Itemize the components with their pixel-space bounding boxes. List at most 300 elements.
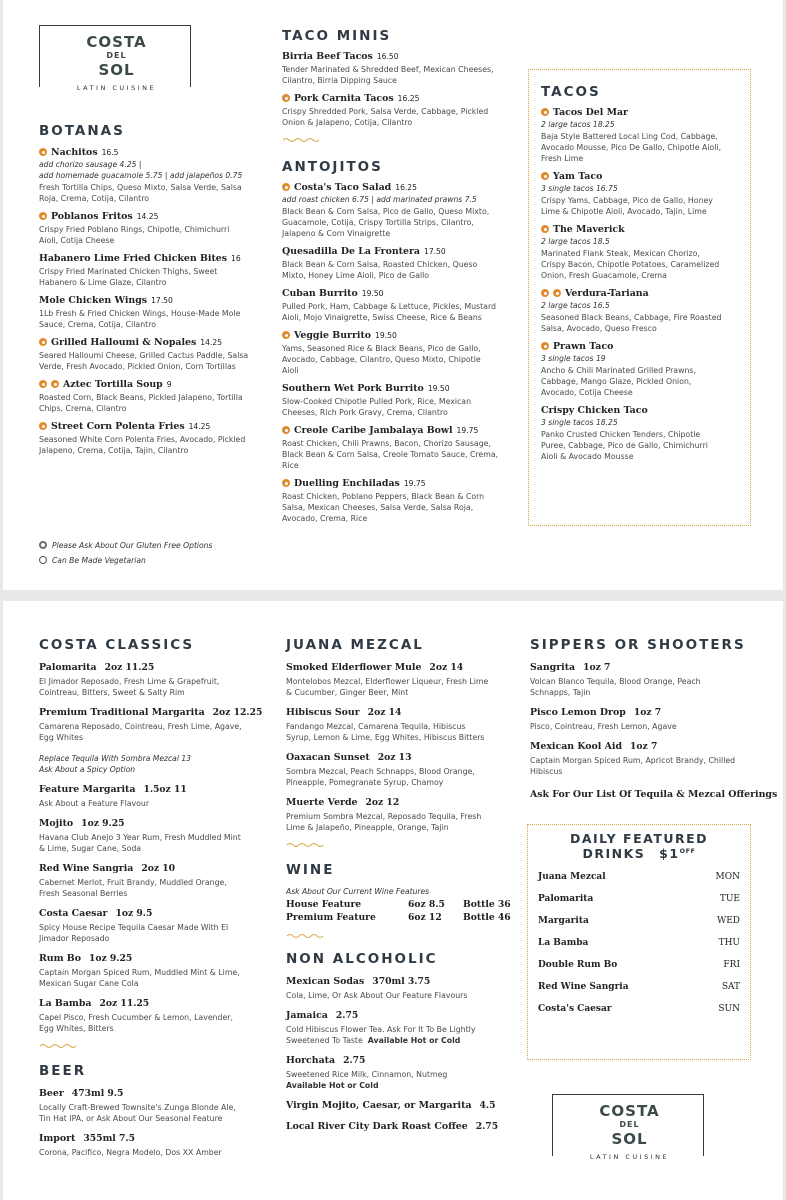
description-line: Pisco, Cointreau, Fresh Lemon, Agave — [530, 722, 677, 731]
menu-item-name: Pork Carnita Tacos — [294, 93, 394, 104]
description-line: Fresh Seasonal Berries — [39, 889, 128, 898]
description-line: Havana Club Anejo 3 Year Rum, Fresh Muddled Mint — [39, 833, 241, 842]
menu-item-name-row — [39, 1133, 274, 1145]
wine-name: House Feature — [286, 899, 362, 910]
menu-item — [282, 288, 517, 323]
menu-item-name: Horchata — [286, 1055, 336, 1066]
featured-title-1: DAILY FEATURED — [569, 831, 709, 846]
menu-item-description — [39, 392, 271, 414]
menu-item-description — [39, 308, 271, 330]
section-title: BEER — [39, 1063, 87, 1079]
description-line: Crispy Bacon, Chipotle Potatoes, Caramelized — [541, 260, 720, 269]
gluten-free-icon — [39, 541, 47, 549]
section-title: TACO MINIS — [282, 28, 392, 44]
featured-drink-name: La Bamba — [538, 938, 589, 949]
menu-item-portion: 3 single tacos 19 — [541, 354, 606, 363]
menu-item-price: 1oz 9.25 — [81, 818, 125, 829]
menu-item-description — [541, 365, 738, 398]
menu-item-name: Pisco Lemon Drop — [530, 707, 626, 718]
menu-item — [39, 818, 274, 854]
menu-item-name: Virgin Mojito, Caesar, or Margarita — [286, 1100, 472, 1111]
sippers-section — [530, 637, 778, 801]
daily-featured-section — [527, 824, 751, 1060]
logo-line-3: SOL — [611, 1130, 648, 1148]
description-line: Cabernet Merlot, Fruit Brandy, Muddled Orange, — [39, 878, 227, 887]
menu-item-description — [541, 312, 738, 334]
description-line: Fresh Lime — [541, 154, 584, 163]
menu-item-description — [39, 350, 271, 372]
menu-item-description — [286, 990, 521, 1001]
menu-item-name: Muerte Verde — [286, 797, 358, 808]
menu-item-name-row — [286, 1100, 521, 1112]
menu-item-name-row — [541, 224, 738, 236]
menu-item-name-row — [286, 1010, 521, 1022]
gluten-free-icon — [51, 380, 59, 388]
description-line: Marinated Flank Steak, Mexican Chorizo, — [541, 249, 700, 258]
menu-item-price: 1oz 7 — [630, 741, 658, 752]
menu-item-description — [282, 206, 517, 239]
menu-item-portion: 3 single tacos 18.25 — [541, 418, 618, 427]
menu-item-name: Creole Caribe Jambalaya Bowl — [294, 425, 453, 436]
description-line: Jalapeno & Corn Vinaigrette — [282, 229, 391, 238]
menu-item-description — [39, 434, 271, 456]
menu-item-price: 14.25 — [136, 212, 159, 221]
gluten-free-icon — [541, 342, 549, 350]
description-line: Schnapps, Tajin — [530, 688, 591, 697]
description-line: Cilantro, Birria Dipping Sauce — [282, 76, 397, 85]
menu-item-name-row — [286, 1055, 521, 1067]
menu-item — [530, 707, 760, 732]
description-line: Sombra Mezcal, Peach Schnapps, Blood Orange, — [286, 767, 475, 776]
logo-subtitle: LATIN CUISINE — [589, 1153, 670, 1161]
menu-item-name-row — [286, 752, 521, 764]
gluten-free-icon — [39, 148, 47, 156]
divider-squiggle — [39, 1043, 77, 1049]
menu-item-price: 473ml 9.5 — [71, 1088, 124, 1099]
menu-item-description — [39, 798, 274, 809]
menu-item-price: 19.50 — [361, 289, 384, 298]
menu-item-description — [39, 832, 274, 854]
featured-drink-day: MON — [715, 872, 740, 883]
gluten-free-icon — [541, 108, 549, 116]
featured-drink-day: THU — [718, 938, 740, 949]
logo-line-2: DEL — [106, 51, 127, 60]
menu-item-name: The Maverick — [553, 224, 625, 235]
menu-item-price: 2oz 12 — [365, 797, 400, 808]
menu-item-description — [282, 396, 517, 418]
section-title: SIPPERS OR SHOOTERS — [530, 637, 746, 653]
featured-drink-name: Red Wine Sangria — [538, 982, 629, 993]
description-line: El Jimador Reposado, Fresh Lime & Grapefruit, — [39, 677, 220, 686]
menu-item-name: Premium Traditional Margarita — [39, 707, 205, 718]
menu-item-portion: 2 large tacos 16.5 — [541, 301, 610, 310]
menu-item-name: Habanero Lime Fried Chicken Bites — [39, 253, 228, 264]
menu-item — [282, 425, 517, 471]
menu-item-description — [282, 259, 517, 281]
wine-bottle-price: Bottle 36 — [463, 899, 511, 910]
featured-title-2: DRINKS — [582, 846, 646, 862]
menu-item-description — [282, 491, 517, 524]
menu-item-price: 19.75 — [403, 479, 426, 488]
menu-item-name-row — [282, 51, 517, 63]
description-line: Onion, Fresh Guacamole, Crema — [541, 271, 667, 280]
menu-item-price: 16.5 — [101, 148, 119, 157]
description-line: Guacamole, Cotija, Crispy Tortilla Strips, Cilantro, — [282, 218, 474, 227]
description-line: Egg Whites — [39, 733, 84, 742]
menu-item-description — [282, 438, 517, 471]
menu-item-name: Feature Margarita — [39, 784, 136, 795]
description-line: Habanero & Lime Glaze, Cilantro — [39, 278, 167, 287]
menu-item — [39, 253, 271, 288]
menu-item — [282, 93, 517, 128]
description-line: Pineapple, Pomegranate Syrup, Chamoy — [286, 778, 444, 787]
menu-item-description — [39, 967, 274, 989]
description-line: Puree, Cabbage, Pico de Gallo, Chimichurri — [541, 441, 708, 450]
featured-drink-row — [538, 894, 740, 904]
description-line: Hibiscus — [530, 767, 563, 776]
menu-item-name: Red Wine Sangria — [39, 863, 134, 874]
gluten-free-icon — [39, 338, 47, 346]
description-line: Montelobos Mezcal, Elderflower Liqueur, Fresh Lime — [286, 677, 489, 686]
divider-squiggle — [282, 137, 320, 143]
menu-item-price: 16 — [231, 254, 241, 263]
description-line: Seared Halloumi Cheese, Grilled Cactus Paddle, Salsa — [39, 351, 249, 360]
menu-item-name: Yam Taco — [553, 171, 603, 182]
description-line: Sauce, Crema, Cotija, Cilantro — [39, 320, 157, 329]
description-line: Aioli, Cotija Cheese — [39, 236, 115, 245]
costa-classics-section — [39, 637, 274, 1158]
menu-item-name: Cuban Burrito — [282, 288, 358, 299]
menu-item-description — [541, 131, 738, 164]
menu-item-name-row — [282, 330, 517, 342]
description-line: Cheeses, Rich Pork Gravy, Crema, Cilantro — [282, 408, 448, 417]
wine-note: Ask About Our Current Wine Features — [286, 887, 430, 896]
menu-item-price: 2.75 — [335, 1010, 359, 1021]
section-title: ANTOJITOS — [282, 159, 383, 175]
juana-mezcal-section — [286, 637, 521, 1135]
menu-item — [286, 1100, 521, 1112]
featured-drink-name: Margarita — [538, 916, 589, 927]
menu-item-price: 2oz 10 — [141, 863, 176, 874]
logo-line-3: SOL — [98, 61, 135, 79]
menu-item-description — [286, 811, 521, 833]
menu-item-name: Prawn Taco — [553, 341, 614, 352]
menu-item-name-row — [530, 662, 760, 674]
menu-item-name-row — [282, 93, 517, 105]
menu-item-price: 1oz 7 — [583, 662, 611, 673]
featured-price: $1 — [659, 846, 680, 862]
menu-item-price: 2oz 11.25 — [104, 662, 155, 673]
featured-drink-name: Juana Mezcal — [538, 872, 606, 883]
gluten-free-icon — [541, 172, 549, 180]
menu-item — [282, 246, 517, 281]
menu-item-name-row — [286, 976, 521, 988]
menu-item-name-row — [541, 171, 738, 183]
description-line: Jimador Reposado — [39, 934, 110, 943]
mezcal-replace-note: Replace Tequila With Sombra Mezcal 13 — [39, 754, 192, 763]
menu-item-name: Oaxacan Sunset — [286, 752, 370, 763]
tequila-mezcal-list-note: Ask For Our List Of Tequila & Mezcal Offerings — [530, 789, 778, 800]
description-line: Seasoned White Corn Polenta Fries, Avocado, Pickled — [39, 435, 246, 444]
divider-squiggle — [286, 842, 324, 848]
menu-item — [286, 797, 521, 833]
description-line: Slow-Cooked Chipotle Pulled Pork, Rice, Mexican — [282, 397, 472, 406]
menu-item-name-row — [39, 295, 271, 307]
menu-item-name-row — [286, 1121, 521, 1133]
description-line: Crispy Shredded Pork, Salsa Verde, Cabbage, Pickled — [282, 107, 489, 116]
menu-item-name-row — [39, 421, 271, 433]
menu-item-description — [39, 922, 274, 944]
menu-item-name-row — [39, 662, 274, 674]
menu-page-drinks — [3, 601, 783, 1200]
description-line: Tin Hat IPA, or Ask About Our Seasonal Feature — [39, 1114, 223, 1123]
menu-item-description — [541, 429, 738, 462]
menu-item-name: Tacos Del Mar — [553, 107, 628, 118]
description-line: Spicy House Recipe Tequila Caesar Made With El — [39, 923, 229, 932]
gluten-free-icon — [282, 331, 290, 339]
menu-item — [39, 379, 271, 414]
menu-item-price: 16.50 — [376, 52, 399, 61]
menu-item-name-row — [39, 818, 274, 830]
description-line: Jalapeno, Crema, Cotija, Tajin, Cilantro — [39, 446, 189, 455]
menu-item — [39, 953, 274, 989]
menu-item-price: 2.75 — [475, 1121, 499, 1132]
legend — [39, 538, 271, 568]
description-line: Verde, Fresh Avocado, Pickled Onion, Corn Tortillas — [39, 362, 236, 371]
menu-item-addon: add homemade guacamole 5.75 | add jalapeños 0.75 — [39, 171, 243, 180]
description-line: Avocado, Cabbage, Cilantro, Queso Mixto, Chipotle — [282, 355, 481, 364]
menu-item-price: 1oz 9.5 — [115, 908, 153, 919]
menu-item-name: Southern Wet Pork Burrito — [282, 383, 424, 394]
menu-item-name: Duelling Enchiladas — [294, 478, 400, 489]
menu-item-description — [286, 1024, 521, 1046]
featured-drink-day: FRI — [723, 960, 740, 971]
menu-item — [286, 1121, 521, 1133]
menu-item-price: 2oz 13 — [377, 752, 412, 763]
menu-item-addon: add chorizo sausage 4.25 | — [39, 160, 142, 169]
section-title: TACOS — [541, 84, 601, 100]
menu-item-name-row — [541, 405, 738, 417]
description-line: Roast Chicken, Poblano Peppers, Black Bean & Corn — [282, 492, 485, 501]
gluten-free-icon — [282, 183, 290, 191]
menu-item-name: Mojito — [39, 818, 74, 829]
menu-item-name: Import — [39, 1133, 76, 1144]
menu-item-name-row — [286, 707, 521, 719]
menu-item-name-row — [39, 1088, 274, 1100]
description-line: Lime & Chipotle Aioli, Avocado, Tajin, Lime — [541, 207, 707, 216]
logo-line-1: COSTA — [599, 1102, 660, 1120]
description-line: Ask About a Feature Flavour — [39, 799, 150, 808]
wine-row — [286, 898, 521, 911]
menu-item-name-row — [39, 953, 274, 965]
description-line: Black Bean & Corn Salsa, Pico de Gallo, Queso Mixto, — [282, 207, 490, 216]
description-line: Lime & Jalapeño, Pineapple, Orange, Tajin — [286, 823, 449, 832]
description-line: & Lime, Sugar Cane, Soda — [39, 844, 142, 853]
menu-item-name-row — [530, 707, 760, 719]
menu-item — [541, 224, 738, 281]
menu-item-name-row — [39, 908, 274, 920]
description-line: Roast Chicken, Chili Prawns, Bacon, Chorizo Sausage, — [282, 439, 491, 448]
menu-item-portion: 2 large tacos 18.25 — [541, 120, 615, 129]
description-tail: Sweetened To Taste — [286, 1036, 363, 1045]
description-line: Premium Sombra Mezcal, Reposado Tequila, Fresh — [286, 812, 482, 821]
featured-drink-row — [538, 982, 740, 992]
menu-item-name: Beer — [39, 1088, 64, 1099]
menu-item-description — [286, 676, 521, 698]
menu-item-name-row — [282, 425, 517, 437]
description-line: Aioli, Mojo Vinaigrette, Swiss Cheese, Rice & Beans — [282, 313, 482, 322]
gluten-free-icon — [282, 94, 290, 102]
spicy-option-note: Ask About a Spicy Option — [39, 765, 136, 774]
menu-item-description — [39, 224, 271, 246]
menu-item-price: 19.50 — [375, 331, 397, 340]
menu-item-price: 14.25 — [188, 422, 211, 431]
description-line: Cabbage, Mango Glaze, Pickled Onion, — [541, 377, 692, 386]
description-line: Camarena Reposado, Cointreau, Fresh Lime, Agave, — [39, 722, 242, 731]
legend-gluten-free: Please Ask About Our Gluten Free Options — [52, 541, 213, 550]
menu-item-name-row — [39, 337, 271, 349]
vegetarian-icon — [39, 556, 47, 564]
menu-item-name-row — [39, 998, 274, 1010]
menu-item-description — [541, 195, 738, 217]
featured-drink-day: SUN — [718, 1004, 740, 1015]
menu-item-name-row — [282, 246, 517, 258]
availability-note: Available Hot or Cold — [367, 1036, 461, 1045]
menu-item-name-row — [530, 741, 760, 753]
description-line: Roasted Corn, Black Beans, Pickled Jalapeno, Tortilla — [39, 393, 243, 402]
menu-item — [282, 51, 517, 86]
description-line: Volcan Blanco Tequila, Blood Orange, Peach — [530, 677, 701, 686]
description-line: Locally Craft-Brewed Townsite's Zunga Blonde Ale, — [39, 1103, 236, 1112]
description-line: Black Bean & Corn Salsa, Creole Tomato Sauce, Crema, — [282, 450, 499, 459]
menu-item-price: 17.50 — [151, 296, 173, 305]
section-title: WINE — [286, 862, 335, 878]
menu-item — [39, 784, 274, 809]
description-line — [286, 1035, 521, 1046]
gluten-free-icon — [282, 426, 290, 434]
menu-item-name: Mexican Kool Aid — [530, 741, 623, 752]
wine-row — [286, 911, 521, 924]
description-line: Cointreau, Bitters, Sweet & Salty Rim — [39, 688, 185, 697]
featured-drink-row — [538, 938, 740, 948]
description-line: Aioli & Avocado Mousse — [541, 452, 634, 461]
menu-item-description — [282, 106, 517, 128]
menu-item-name-row — [282, 182, 517, 194]
description-line: Avocado, Cotija Cheese — [541, 388, 633, 397]
description-line: 1Lb Fresh & Fried Chicken Wings, House-Made Mole — [39, 309, 241, 318]
gluten-free-icon — [39, 380, 47, 388]
menu-item-name: Birria Beef Tacos — [282, 51, 373, 62]
menu-item-name-row — [286, 797, 521, 809]
menu-item-price: 17.50 — [423, 247, 446, 256]
menu-item-name-row — [39, 253, 271, 265]
menu-item — [282, 330, 517, 376]
featured-drink-day: SAT — [721, 982, 740, 993]
menu-item-price: 2oz 14 — [367, 707, 402, 718]
section-title: COSTA CLASSICS — [39, 637, 195, 653]
description-line: Black Bean & Corn Salsa, Roasted Chicken, Queso — [282, 260, 478, 269]
menu-item-name: Crispy Chicken Taco — [541, 405, 648, 416]
wine-glass-price: 6oz 8.5 — [408, 899, 445, 910]
menu-item — [286, 752, 521, 788]
gluten-free-icon — [541, 289, 549, 297]
logo-line-1: COSTA — [86, 33, 147, 51]
menu-item — [39, 662, 274, 698]
description-line: Roja, Crema, Cotija, Cilantro — [39, 194, 150, 203]
menu-item-name: Rum Bo — [39, 953, 81, 964]
menu-item-price: 9 — [166, 380, 172, 389]
featured-price-sup: OFF — [679, 847, 696, 855]
menu-item-name-row — [541, 341, 738, 353]
description-line: Chips, Crema, Cilantro — [39, 404, 127, 413]
menu-item-name-row — [282, 383, 517, 395]
description-line: Ancho & Chili Marinated Grilled Prawns, — [541, 366, 696, 375]
featured-drink-name: Costa's Caesar — [538, 1004, 612, 1015]
wine-bottle-price: Bottle 46 — [463, 912, 511, 923]
menu-item-description — [530, 676, 760, 698]
taco-minis-section — [282, 28, 517, 524]
menu-item — [541, 341, 738, 398]
menu-item-name-row — [39, 211, 271, 223]
menu-item — [286, 707, 521, 743]
description-line: Fresh Tortilla Chips, Queso Mixto, Salsa Verde, Salsa — [39, 183, 242, 192]
logo-subtitle: LATIN CUISINE — [76, 84, 157, 92]
classics-notes — [39, 753, 274, 775]
description-line: Syrup, Lemon & Lime, Egg Whites, Hibiscus Bitters — [286, 733, 485, 742]
divider-squiggle — [286, 933, 324, 939]
menu-item-price: 2oz 12.25 — [212, 707, 263, 718]
menu-item — [39, 421, 271, 456]
description-line: Seasoned Black Beans, Cabbage, Fire Roasted — [541, 313, 722, 322]
description-line: Capel Pisco, Fresh Cucumber & Lemon, Lavender, — [39, 1013, 233, 1022]
menu-item — [286, 1010, 521, 1046]
menu-item — [541, 405, 738, 462]
menu-item-name: Quesadilla De La Frontera — [282, 246, 420, 257]
featured-title-2-row — [538, 845, 740, 860]
description-line: Avocado Mousse, Pico De Gallo, Chipotle Aioli, — [541, 143, 722, 152]
menu-item-price: 19.75 — [456, 426, 479, 435]
wine-glass-price: 6oz 12 — [408, 912, 442, 923]
menu-item-description — [286, 1069, 521, 1091]
featured-drink-row — [538, 1004, 740, 1014]
menu-item — [530, 662, 760, 698]
section-title: BOTANAS — [39, 123, 125, 139]
menu-item — [282, 182, 517, 239]
description-line: Fandango Mezcal, Camarena Tequila, Hibiscus — [286, 722, 466, 731]
menu-item-name-row — [282, 478, 517, 490]
description-line: Baja Style Battered Local Ling Cod, Cabbage, — [541, 132, 718, 141]
menu-item-price: 1.5oz 11 — [143, 784, 187, 795]
menu-item — [286, 1055, 521, 1091]
description-line: Captain Morgan Spiced Rum, Muddled Mint & Lime, — [39, 968, 240, 977]
menu-item-name: Hibiscus Sour — [286, 707, 360, 718]
menu-item — [39, 1133, 274, 1158]
menu-item — [541, 288, 738, 334]
menu-item-name: Costa Caesar — [39, 908, 108, 919]
menu-item-name: Street Corn Polenta Fries — [51, 421, 185, 432]
description-line: Crispy Yams, Cabbage, Pico de Gallo, Honey — [541, 196, 713, 205]
section-title: NON ALCOHOLIC — [286, 951, 438, 967]
menu-item — [39, 863, 274, 899]
menu-item-name: Costa's Taco Salad — [294, 182, 392, 193]
menu-item-name-row — [282, 288, 517, 300]
featured-drink-row — [538, 872, 740, 882]
menu-item-description — [39, 1147, 274, 1158]
menu-item-description — [39, 1012, 274, 1034]
menu-item-description — [39, 676, 274, 698]
menu-item-description — [282, 64, 517, 86]
menu-item-name-row — [541, 288, 738, 300]
